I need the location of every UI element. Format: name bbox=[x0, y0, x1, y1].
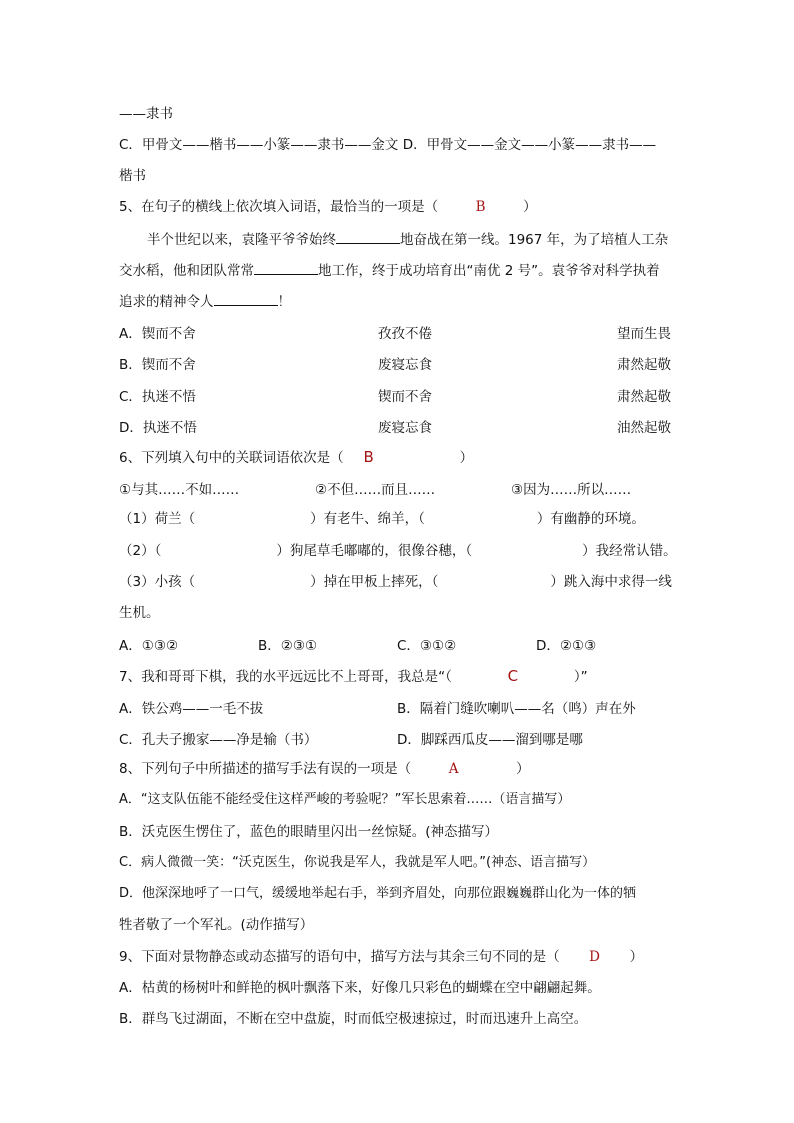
question-5-passage bbox=[119, 260, 675, 281]
choice-item: ①与其……不如…… bbox=[119, 482, 240, 498]
sentence-text: ）有幽静的环境。 bbox=[536, 511, 645, 527]
option-c: C．孔夫子搬家——净是输（书） bbox=[119, 732, 318, 748]
option-right: 肃然起敬 bbox=[617, 389, 671, 405]
question-stem-text: 5、在句子的横线上依次填入词语，最恰当的一项是（ bbox=[119, 199, 439, 215]
option-a: A．铁公鸡——一毛不拔 bbox=[119, 701, 264, 717]
option-label: B．锲而不舍 bbox=[119, 357, 196, 373]
passage-text: 地工作，终于成功培育出“南优 2 号”。袁爷爷对科学执着 bbox=[318, 263, 660, 279]
answer-mark: B bbox=[363, 448, 374, 466]
option-middle: 废寝忘食 bbox=[378, 357, 432, 373]
text-line: 楷书 bbox=[119, 168, 146, 184]
answer-mark: C bbox=[507, 667, 519, 685]
sentence-text: ）有老牛、绵羊，（ bbox=[310, 511, 425, 527]
option-right: 望而生畏 bbox=[617, 326, 671, 342]
passage-text: 半个世纪以来，袁隆平爷爷始终 bbox=[147, 232, 336, 248]
option-middle: 废寝忘食 bbox=[378, 420, 432, 436]
question-stem-close: ） bbox=[516, 761, 530, 777]
sentence-text: ）掉在甲板上摔死，（ bbox=[310, 574, 439, 590]
choice-item: ②不但……而且…… bbox=[315, 482, 436, 498]
option-middle: 锲而不舍 bbox=[378, 389, 432, 405]
choice-item: ③因为……所以…… bbox=[511, 482, 632, 498]
option-label: D．执迷不悟 bbox=[119, 420, 197, 436]
text-line: C．甲骨文——楷书——小篆——隶书——金文 D．甲骨文——金文——小篆——隶书—— bbox=[119, 137, 657, 153]
option-label: A．锲而不舍 bbox=[119, 326, 196, 342]
passage-text: 追求的精神令人 bbox=[119, 294, 214, 310]
question-7-stem bbox=[119, 666, 675, 687]
option-d: D．脚踩西瓜皮——溜到哪是哪 bbox=[397, 732, 583, 748]
question-9-stem bbox=[119, 947, 675, 967]
question-stem-close: ） bbox=[459, 450, 474, 466]
passage-text: ！ bbox=[277, 294, 291, 310]
question-stem-text: 8、下列句子中所描述的描写手法有误的一项是（ bbox=[119, 761, 412, 777]
option-label: D．②①③ bbox=[536, 638, 597, 654]
question-stem-close: ） bbox=[629, 949, 644, 965]
question-stem-text: 9、下面对景物静态或动态描写的语句中，描写方法与其余三句不同的是（ bbox=[119, 949, 560, 965]
answer-mark: A bbox=[448, 761, 459, 777]
question-5-passage bbox=[119, 291, 675, 312]
option-b: B．沃克医生愣住了，蓝色的眼睛里闪出一丝惊疑。(神态描写） bbox=[119, 824, 499, 840]
option-a: A．枯黄的杨树叶和鲜艳的枫叶飘落下来，好像几只彩色的蝴蝶在空中翩翩起舞。 bbox=[119, 980, 601, 996]
question-stem-text: 6、下列填入句中的关联词语依次是（ bbox=[119, 450, 344, 466]
sentence-text: （2）（ bbox=[119, 543, 162, 559]
option-a: A．“这支队伍能不能经受住这样严峻的考验呢？”军长思索着……（语言描写） bbox=[119, 792, 571, 807]
question-stem-text: 7、我和哥哥下棋，我的水平远远比不上哥哥，我总是“（ bbox=[119, 669, 452, 685]
answer-mark: B bbox=[475, 199, 486, 215]
question-stem-close: ） bbox=[523, 199, 537, 215]
sentence-1 bbox=[119, 509, 675, 529]
question-8-stem bbox=[119, 759, 675, 779]
sentence-2 bbox=[119, 541, 675, 561]
option-c: C．病人微微一笑：“沃克医生，你说我是军人，我就是军人吧。”(神态、语言描写） bbox=[119, 855, 596, 870]
option-b: B．隔着门缝吹喇叭——名（鸣）声在外 bbox=[397, 701, 636, 717]
sentence-text: ）狗尾草毛嘟嘟的，很像谷穗，（ bbox=[276, 543, 473, 559]
passage-text: 地奋战在第一线。1967 年，为了培植人工杂 bbox=[400, 232, 669, 248]
option-label: C．执迷不悟 bbox=[119, 389, 196, 405]
sentence-3 bbox=[119, 572, 675, 592]
passage-text: 交水稻，他和团队常常 bbox=[119, 263, 254, 279]
fill-blank bbox=[336, 229, 400, 244]
option-d: D．他深深地呼了一口气，缓缓地举起右手，举到齐眉处，向那位跟巍巍群山化为一体的牺 bbox=[119, 886, 637, 901]
option-label: B．②③① bbox=[258, 638, 318, 654]
option-d-cont: 牲者敬了一个军礼。(动作描写） bbox=[119, 917, 314, 933]
question-6-stem bbox=[119, 447, 675, 468]
sentence-text: （1）荷兰（ bbox=[119, 511, 196, 527]
option-label: A．①③② bbox=[119, 638, 179, 654]
fill-blank bbox=[254, 260, 318, 275]
sentence-text: ）我经常认错。 bbox=[582, 543, 677, 559]
question-stem-close: ）” bbox=[573, 669, 588, 685]
text-line: ——隶书 bbox=[119, 106, 173, 122]
answer-mark: D bbox=[589, 949, 600, 965]
option-right: 油然起敬 bbox=[617, 420, 671, 436]
sentence-3-cont: 生机。 bbox=[119, 605, 160, 621]
fill-blank bbox=[214, 291, 278, 306]
option-label: C．③①② bbox=[397, 638, 457, 654]
option-right: 肃然起敬 bbox=[617, 357, 671, 373]
option-b: B．群鸟飞过湖面，不断在空中盘旋，时而低空极速掠过，时而迅速升上高空。 bbox=[119, 1011, 588, 1027]
sentence-text: （3）小孩（ bbox=[119, 574, 196, 590]
option-middle: 孜孜不倦 bbox=[378, 326, 432, 342]
sentence-text: ）跳入海中求得一线 bbox=[550, 574, 672, 590]
question-5-stem bbox=[119, 197, 675, 217]
question-5-passage bbox=[147, 229, 703, 250]
